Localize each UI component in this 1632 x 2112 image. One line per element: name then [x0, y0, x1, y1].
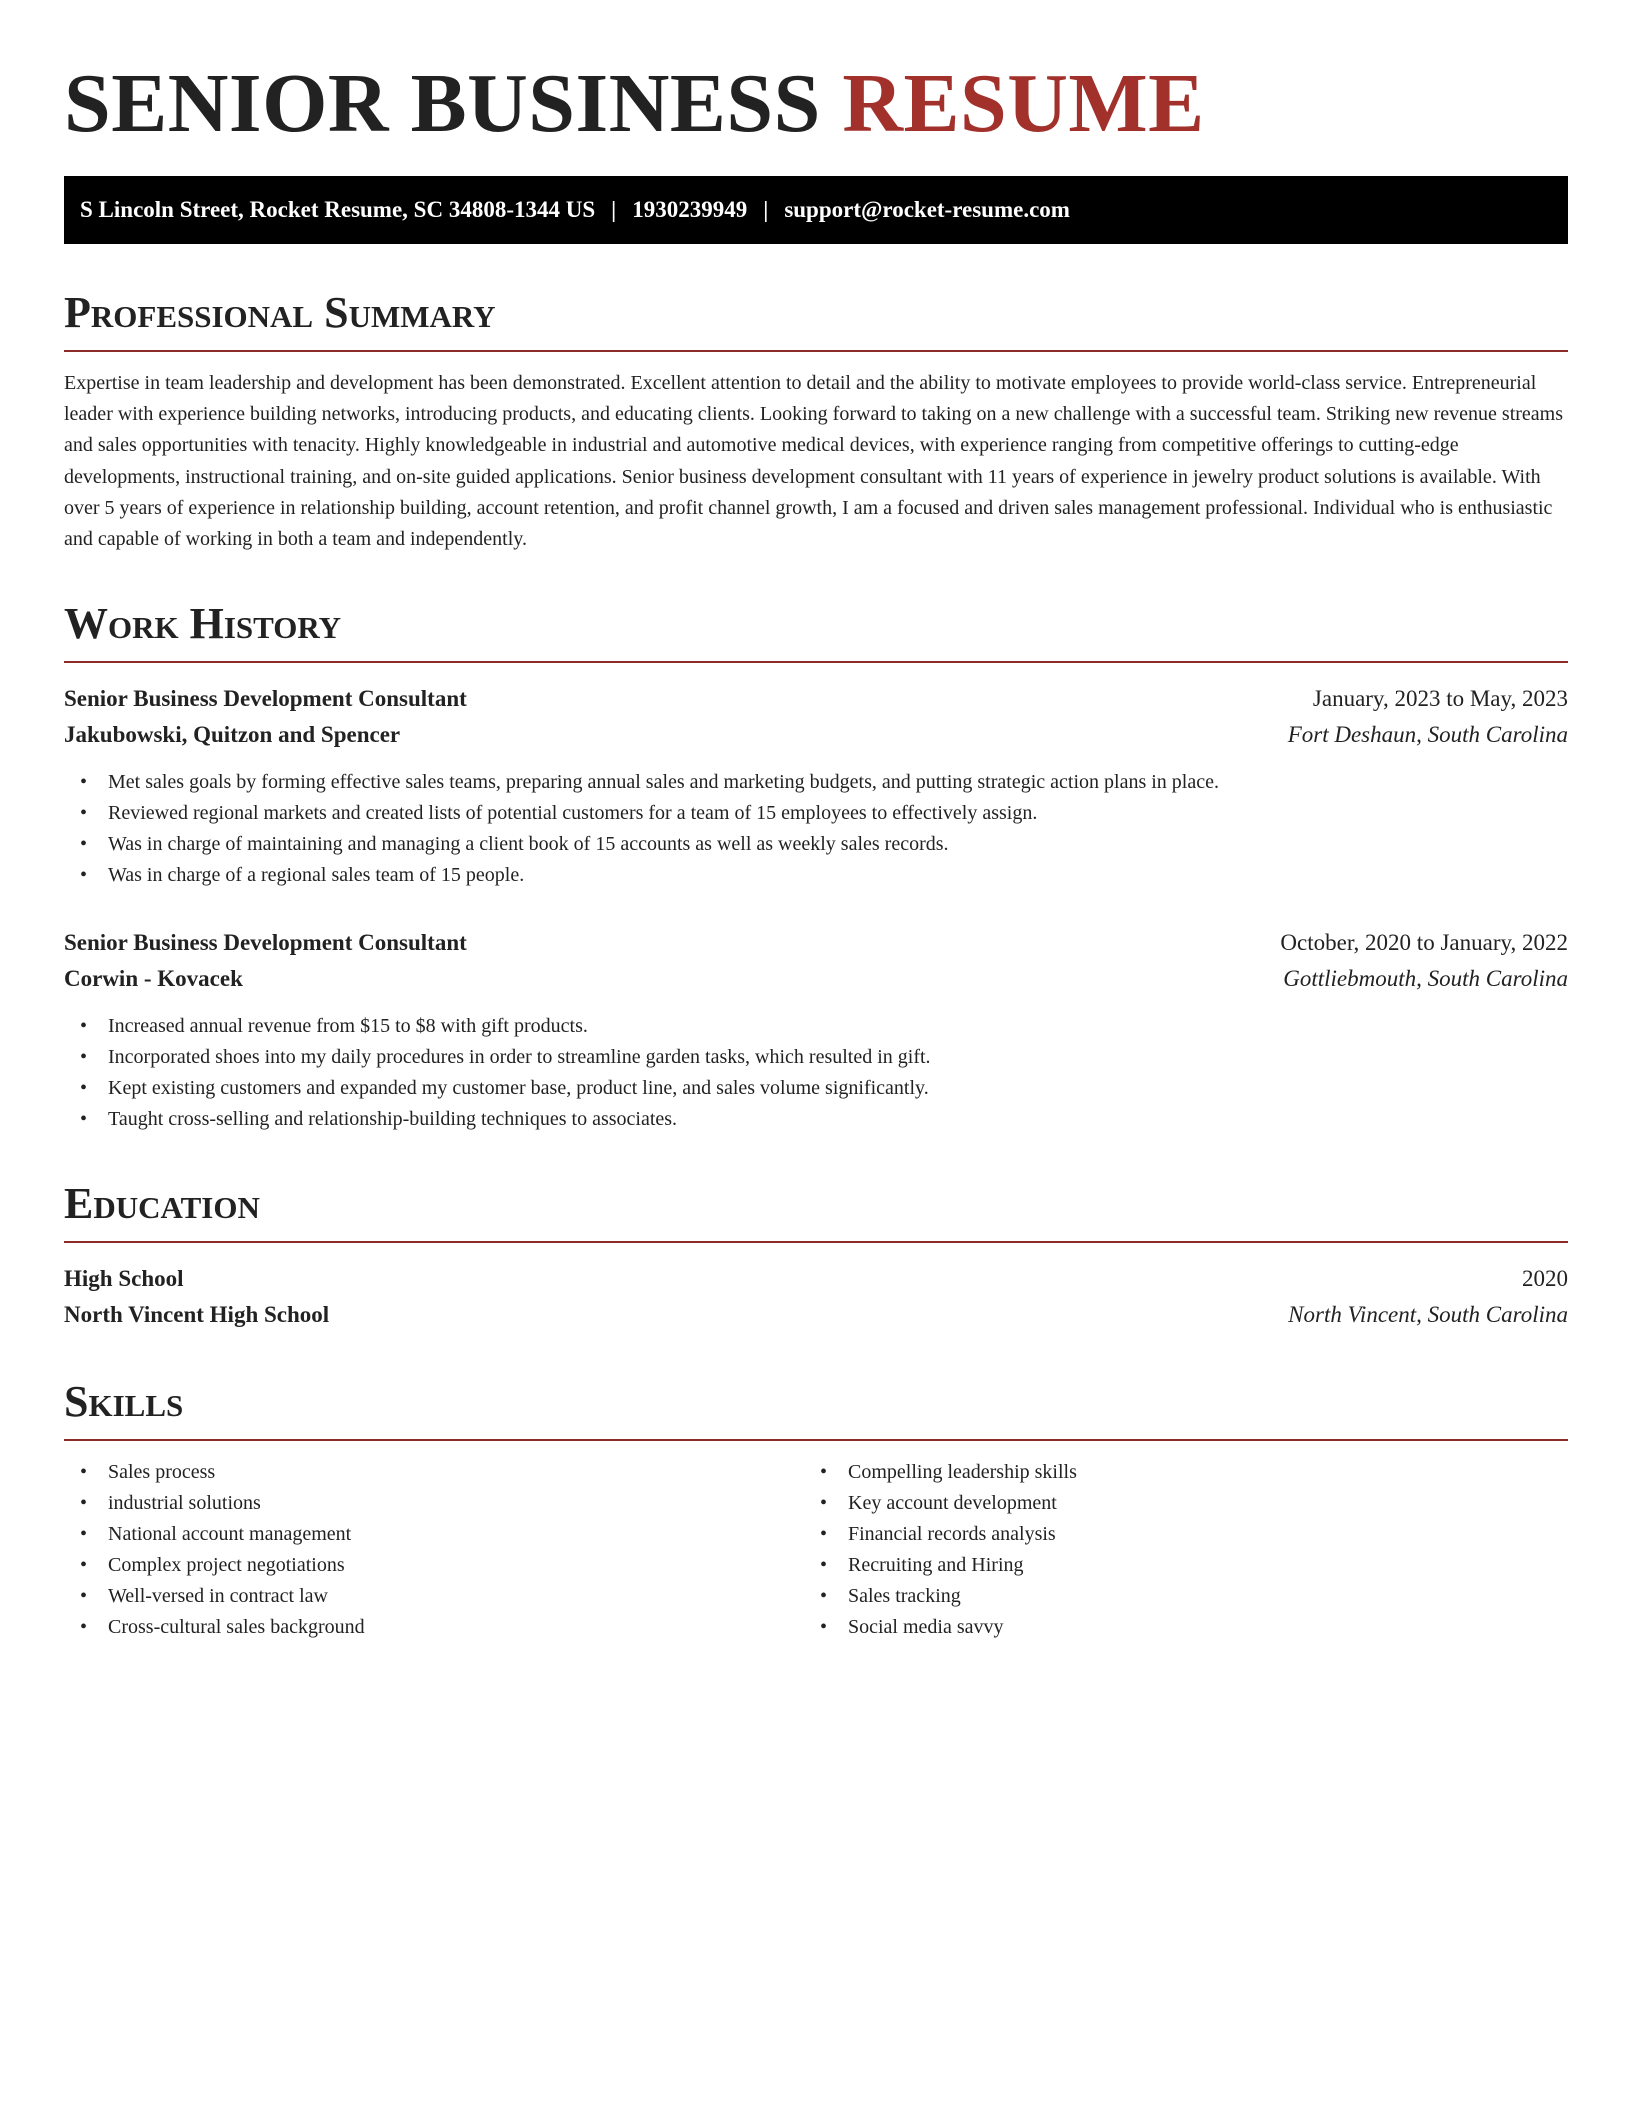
job-entry: [64, 681, 1568, 891]
title-main: SENIOR BUSINESS: [64, 57, 821, 150]
skill-item: • Well-versed in contract law: [64, 1581, 804, 1612]
skill-item: • Complex project negotiations: [64, 1550, 804, 1581]
summary-text: Expertise in team leadership and development has been demonstrated. Excellent attention to detail and the ability to motivate employees to provide world-class service. Entrepreneurial leader with experience building networks, introducing products, and educating clients. Looking forward to taking on a new challenge with a successful team. Striking new revenue streams and sales opportunities with tenacity. Highly knowledgeable in industrial and automotive medical devices, with experience ranging from competitive offerings to cutting-edge developments, instructional training, and on-site guided applications. Senior business development consultant with 11 years of experience in jewelry product solutions is available. With over 5 years of experience in relationship building, account retention, and profit channel growth, I am a focused and driven sales management professional. Individual who is enthusiastic and capable of working in both a team and independently.: [64, 372, 1564, 551]
job-bullet: • Was in charge of maintaining and managing a client book of 15 accounts as well as weekly sales records.: [64, 829, 1568, 860]
summary-section: [64, 288, 1568, 555]
job-title: Senior Business Development Consultant: [64, 930, 467, 956]
work-history-heading: Work History: [64, 599, 1568, 663]
job-bullet: • Met sales goals by forming effective sales teams, preparing annual sales and marketing budgets, and putting strategic action plans in place.: [64, 767, 1568, 798]
education-school: North Vincent High School: [64, 1302, 330, 1328]
skill-item: • National account management: [64, 1519, 804, 1550]
education-location: North Vincent, South Carolina: [1288, 1302, 1568, 1328]
skill-item: • Sales process: [64, 1457, 804, 1488]
job-bullet: • Incorporated shoes into my daily procedures in order to streamline garden tasks, which resulted in gift.: [64, 1042, 1568, 1073]
education-section: [64, 1179, 1568, 1333]
job-dates: October, 2020 to January, 2022: [1280, 930, 1568, 956]
skill-item: • Social media savvy: [804, 1612, 1544, 1643]
resume-page: [64, 0, 1568, 1643]
skills-columns: [64, 1457, 1568, 1643]
skill-item: • Sales tracking: [804, 1581, 1544, 1612]
job-entry: [64, 925, 1568, 1135]
job-bullet: • Increased annual revenue from $15 to $8 with gift products.: [64, 1011, 1568, 1042]
job-location: Fort Deshaun, South Carolina: [1287, 722, 1568, 748]
skills-section: [64, 1377, 1568, 1643]
skills-list-right: [804, 1457, 1544, 1643]
skill-item: • Recruiting and Hiring: [804, 1550, 1544, 1581]
contact-phone: 1930239949: [632, 197, 748, 222]
contact-bar: [64, 176, 1568, 244]
job-bullet: • Taught cross-selling and relationship-building techniques to associates.: [64, 1104, 1568, 1135]
skill-item: • Key account development: [804, 1488, 1544, 1519]
job-dates: January, 2023 to May, 2023: [1312, 686, 1568, 712]
job-location: Gottliebmouth, South Carolina: [1283, 966, 1568, 992]
job-company: Corwin - Kovacek: [64, 966, 243, 992]
job-bullet: • Was in charge of a regional sales team of 15 people.: [64, 860, 1568, 891]
skill-item: • Cross-cultural sales background: [64, 1612, 804, 1643]
job-bullet: • Reviewed regional markets and created lists of potential customers for a team of 15 employees to effectively assign.: [64, 798, 1568, 829]
summary-heading: Professional Summary: [64, 288, 1568, 352]
contact-separator: |: [611, 197, 617, 222]
education-entry: [64, 1261, 1568, 1333]
skill-item: • Financial records analysis: [804, 1519, 1544, 1550]
title-accent: RESUME: [842, 57, 1205, 150]
job-company: Jakubowski, Quitzon and Spencer: [64, 722, 401, 748]
education-degree: High School: [64, 1266, 184, 1292]
job-title: Senior Business Development Consultant: [64, 686, 467, 712]
education-year: 2020: [1522, 1266, 1568, 1292]
contact-separator: |: [763, 197, 769, 222]
skill-item: • industrial solutions: [64, 1488, 804, 1519]
job-bullets: [64, 1011, 1568, 1135]
work-history-section: [64, 599, 1568, 1135]
skills-list-left: [64, 1457, 804, 1643]
resume-title: [64, 56, 1568, 152]
job-bullet: • Kept existing customers and expanded my customer base, product line, and sales volume significantly.: [64, 1073, 1568, 1104]
skill-item: • Compelling leadership skills: [804, 1457, 1544, 1488]
contact-address: S Lincoln Street, Rocket Resume, SC 34808-1344 US: [80, 197, 596, 222]
job-bullets: [64, 767, 1568, 891]
skills-heading: Skills: [64, 1377, 1568, 1441]
education-heading: Education: [64, 1179, 1568, 1243]
contact-email: support@rocket-resume.com: [784, 197, 1070, 222]
